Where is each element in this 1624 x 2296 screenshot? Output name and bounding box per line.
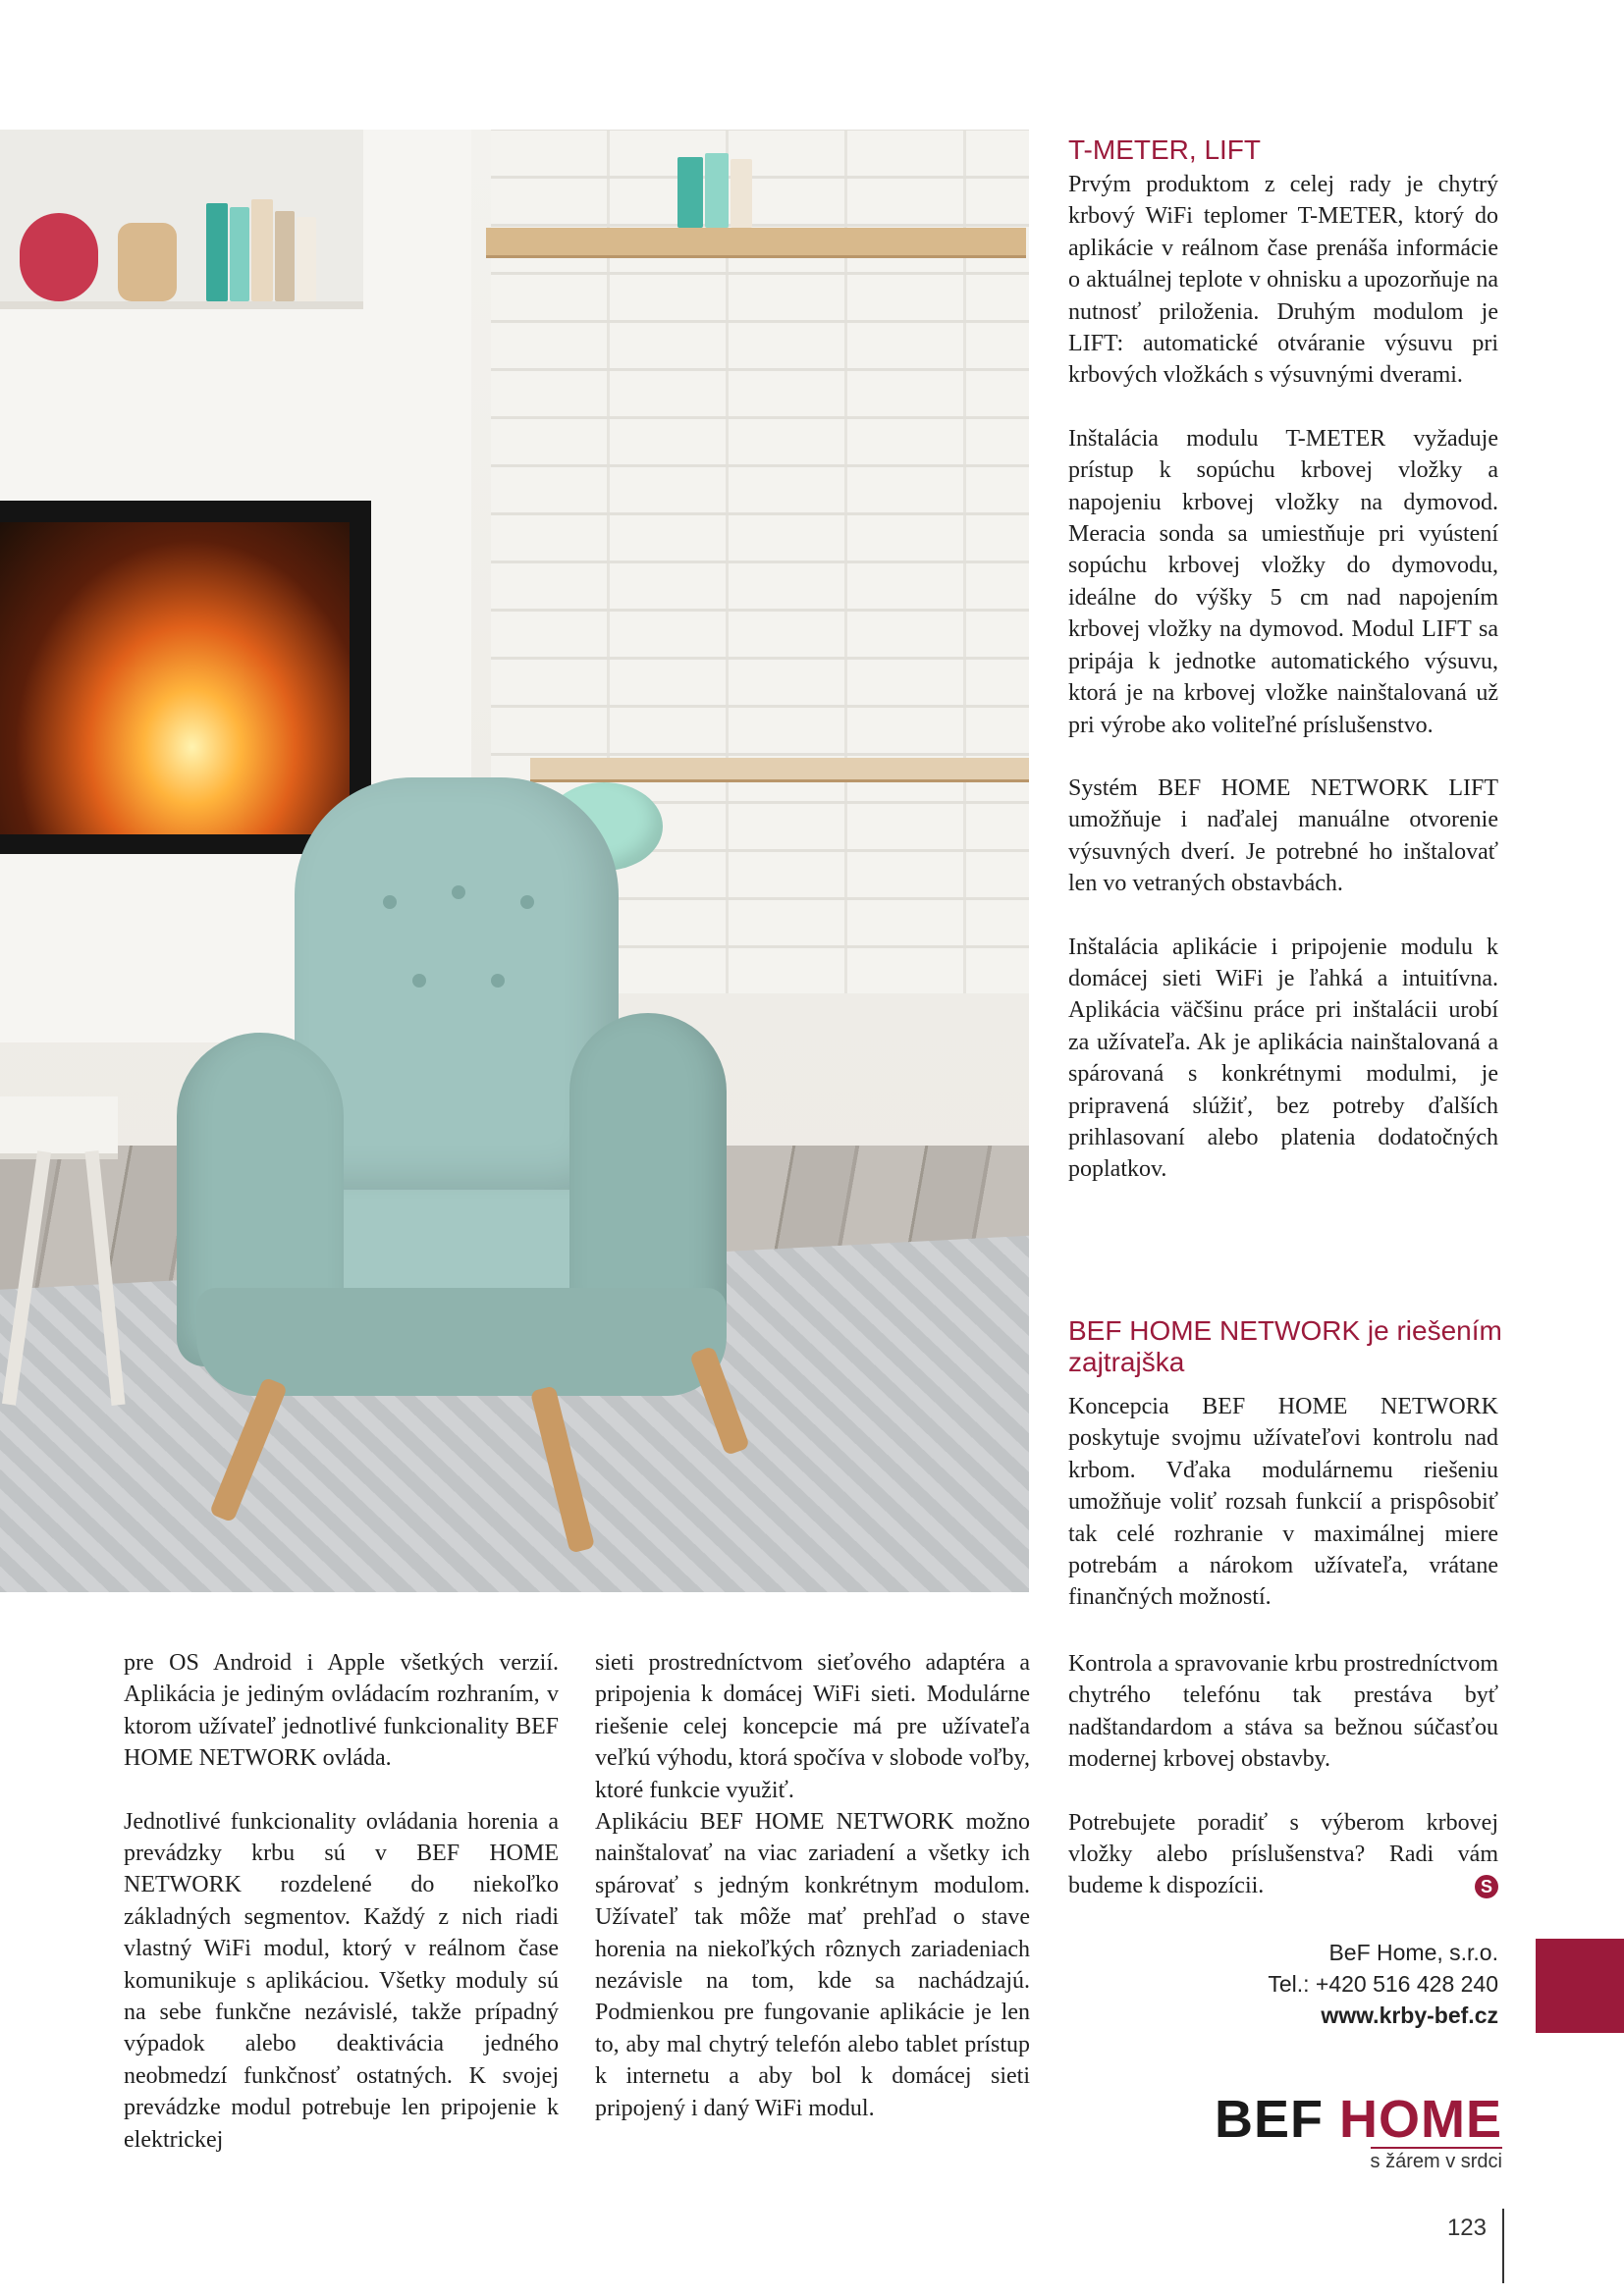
website-link[interactable]: www.krby-bef.cz [1321,2002,1498,2028]
shelf-niche [0,130,363,309]
paragraph-text: Potrebujete poradiť s výberom krbovej vložky alebo príslušenstva? Radi vám budeme k dispozícii. [1068,1809,1498,1899]
paragraph: pre OS Android i Apple všetkých verzií. Aplikácia je jediným ovládacím rozhraním, v ktorom užívateľ jednotlivé funkcionality BEF HOME NETWORK ovláda. [124,1650,559,1772]
book [230,207,249,301]
company-name: BeF Home, s.r.o. [1328,1940,1498,1965]
paragraph [1068,1807,1498,1902]
book [206,203,228,301]
page-number-rule [1502,2209,1504,2283]
paragraph: Kontrola a spravovanie krbu prostredníctvom chytrého telefónu tak prestáva byť nadštandardom a stáva sa bežnou súčasťou modernej krbovej obstavby. [1068,1651,1498,1773]
paragraph: Inštalácia aplikácie i pripojenie modulu k domácej sieti WiFi je ľahká a intuitívna. Aplikácia väčšinu práce pri inštalácii urobí za užívateľa. Ak je aplikácia nainštalovaná a spárovaná s konkrétnymi modulmi, je pripravená slúžiť, bez potreby ďalších prihlasovaní alebo platenia dodatočných poplatkov. [1068,934,1498,1183]
column-2 [595,1647,1030,2124]
column-1 [124,1647,559,2156]
book [705,153,729,228]
logo-word-home: HOME [1339,2090,1502,2149]
book [677,157,703,228]
logo-word-bef: BEF [1214,2090,1324,2149]
section-heading-t-meter: T-METER, LIFT [1068,134,1261,165]
armchair-base [196,1288,727,1396]
fireplace [0,501,371,854]
book [731,159,752,228]
fire-flames [0,522,350,834]
tuft-button [412,974,426,988]
book [275,211,295,301]
living-room-photo [0,130,1029,1592]
heading-line: zajtrajška [1068,1347,1185,1377]
tuft-button [452,885,465,899]
tuft-button [383,895,397,909]
paragraph: Koncepcia BEF HOME NETWORK poskytuje svojmu užívateľovi kontrolu nad krbom. Vďaka modulárnemu riešeniu umožňuje voliť rozsah funkcií a prispôsobiť tak celé rozhranie v maximálnej miere potrebám a nárokom užívateľa, vrátane finančných možností. [1068,1394,1498,1611]
heading-line: BEF HOME NETWORK je riešením [1068,1315,1502,1346]
end-mark-icon: S [1475,1875,1498,1898]
contact-block [1159,1937,1498,2031]
book [297,217,316,301]
paragraph: Inštalácia modulu T-METER vyžaduje prístup k sopúchu krbovej vložky a napojeniu krbovej vložky na dymovod. Meracia sonda sa umiestňuje pri vyústení sopúchu krbovej vložky do dymovodu, ideálne do výšky 5 cm nad napojením krbovej vložky na dymovod. Modul LIFT sa pripája k jednotke automatického výsuvu, ktorá je na krbovej vložke nainštalovaná už pri výrobe ako voliteľné príslušenstvo. [1068,425,1498,738]
logo-tagline: s žárem v srdci [1371,2147,1502,2172]
section2-body [1068,1391,1498,1614]
wooden-shelf [486,228,1026,258]
tuft-button [520,895,534,909]
paragraph: Aplikáciu BEF HOME NETWORK možno nainštalovať na viac zariadení a všetky ich spárovať s jedným konkrétnym modulom. Užívateľ tak môže mať prehľad o stave horenia na niekoľkých rôznych zariadeniach nezávisle na tom, kde sa nachádzajú. Podmienkou pre fungovanie aplikácie je len to, aby mal chytrý telefón alebo tablet prístup k internetu a aby bol k domácej sieti pripojený i daný WiFi modul. [595,1809,1030,2121]
wooden-bench [530,758,1029,782]
phone-number: Tel.: +420 516 428 240 [1268,1971,1498,1997]
section-heading-future [1068,1315,1520,1378]
paragraph: Prvým produktom z celej rady je chytrý krbový WiFi teplomer T-METER, ktorý do aplikácie v reálnom čase prenáša informácie o aktuálnej teplote v ohnisku a upozorňuje na nutnosť priloženia. Druhým modulom je LIFT: automatické otváranie výsuvu pri krbových vložkách s výsuvnými dverami. [1068,172,1498,389]
book [251,199,273,301]
tuft-button [491,974,505,988]
section3-body [1068,1648,1498,1902]
section1-body [1068,169,1498,1186]
side-table [0,1096,118,1159]
paragraph: sieti prostredníctvom sieťového adaptéra a pripojenia k domácej WiFi sieti. Modulárne riešenie celej koncepcie má pre užívateľa veľkú výhodu, ktorá spočíva v slobode voľby, ktoré funkcie využiť. [595,1650,1030,1803]
page-number: 123 [1446,2215,1487,2241]
page-edge-tab [1536,1939,1624,2033]
bef-home-logo [1178,2092,1502,2172]
paragraph: Systém BEF HOME NETWORK LIFT umožňuje i naďalej manuálne otvorenie výsuvných dverí. Je potrebné ho inštalovať len vo vetraných obstavbách. [1068,774,1498,897]
book [20,213,98,301]
book [118,223,177,301]
paragraph: Jednotlivé funkcionality ovládania horenia a prevádzky krbu sú v BEF HOME NETWORK rozdelené do niekoľko základných segmentov. Každý z nich riadi vlastný WiFi modul, ktorý v reálnom čase komunikuje s aplikáciou. Všetky moduly sú na sebe funkčne nezávislé, takže prípadný výpadok alebo deaktivácia jedného neobmedzí funkčnosť ostatných. K svojej prevádzke modul potrebuje len pripojenie k elektrickej [124,1808,559,2153]
logo-wordmark [1178,2092,1502,2147]
